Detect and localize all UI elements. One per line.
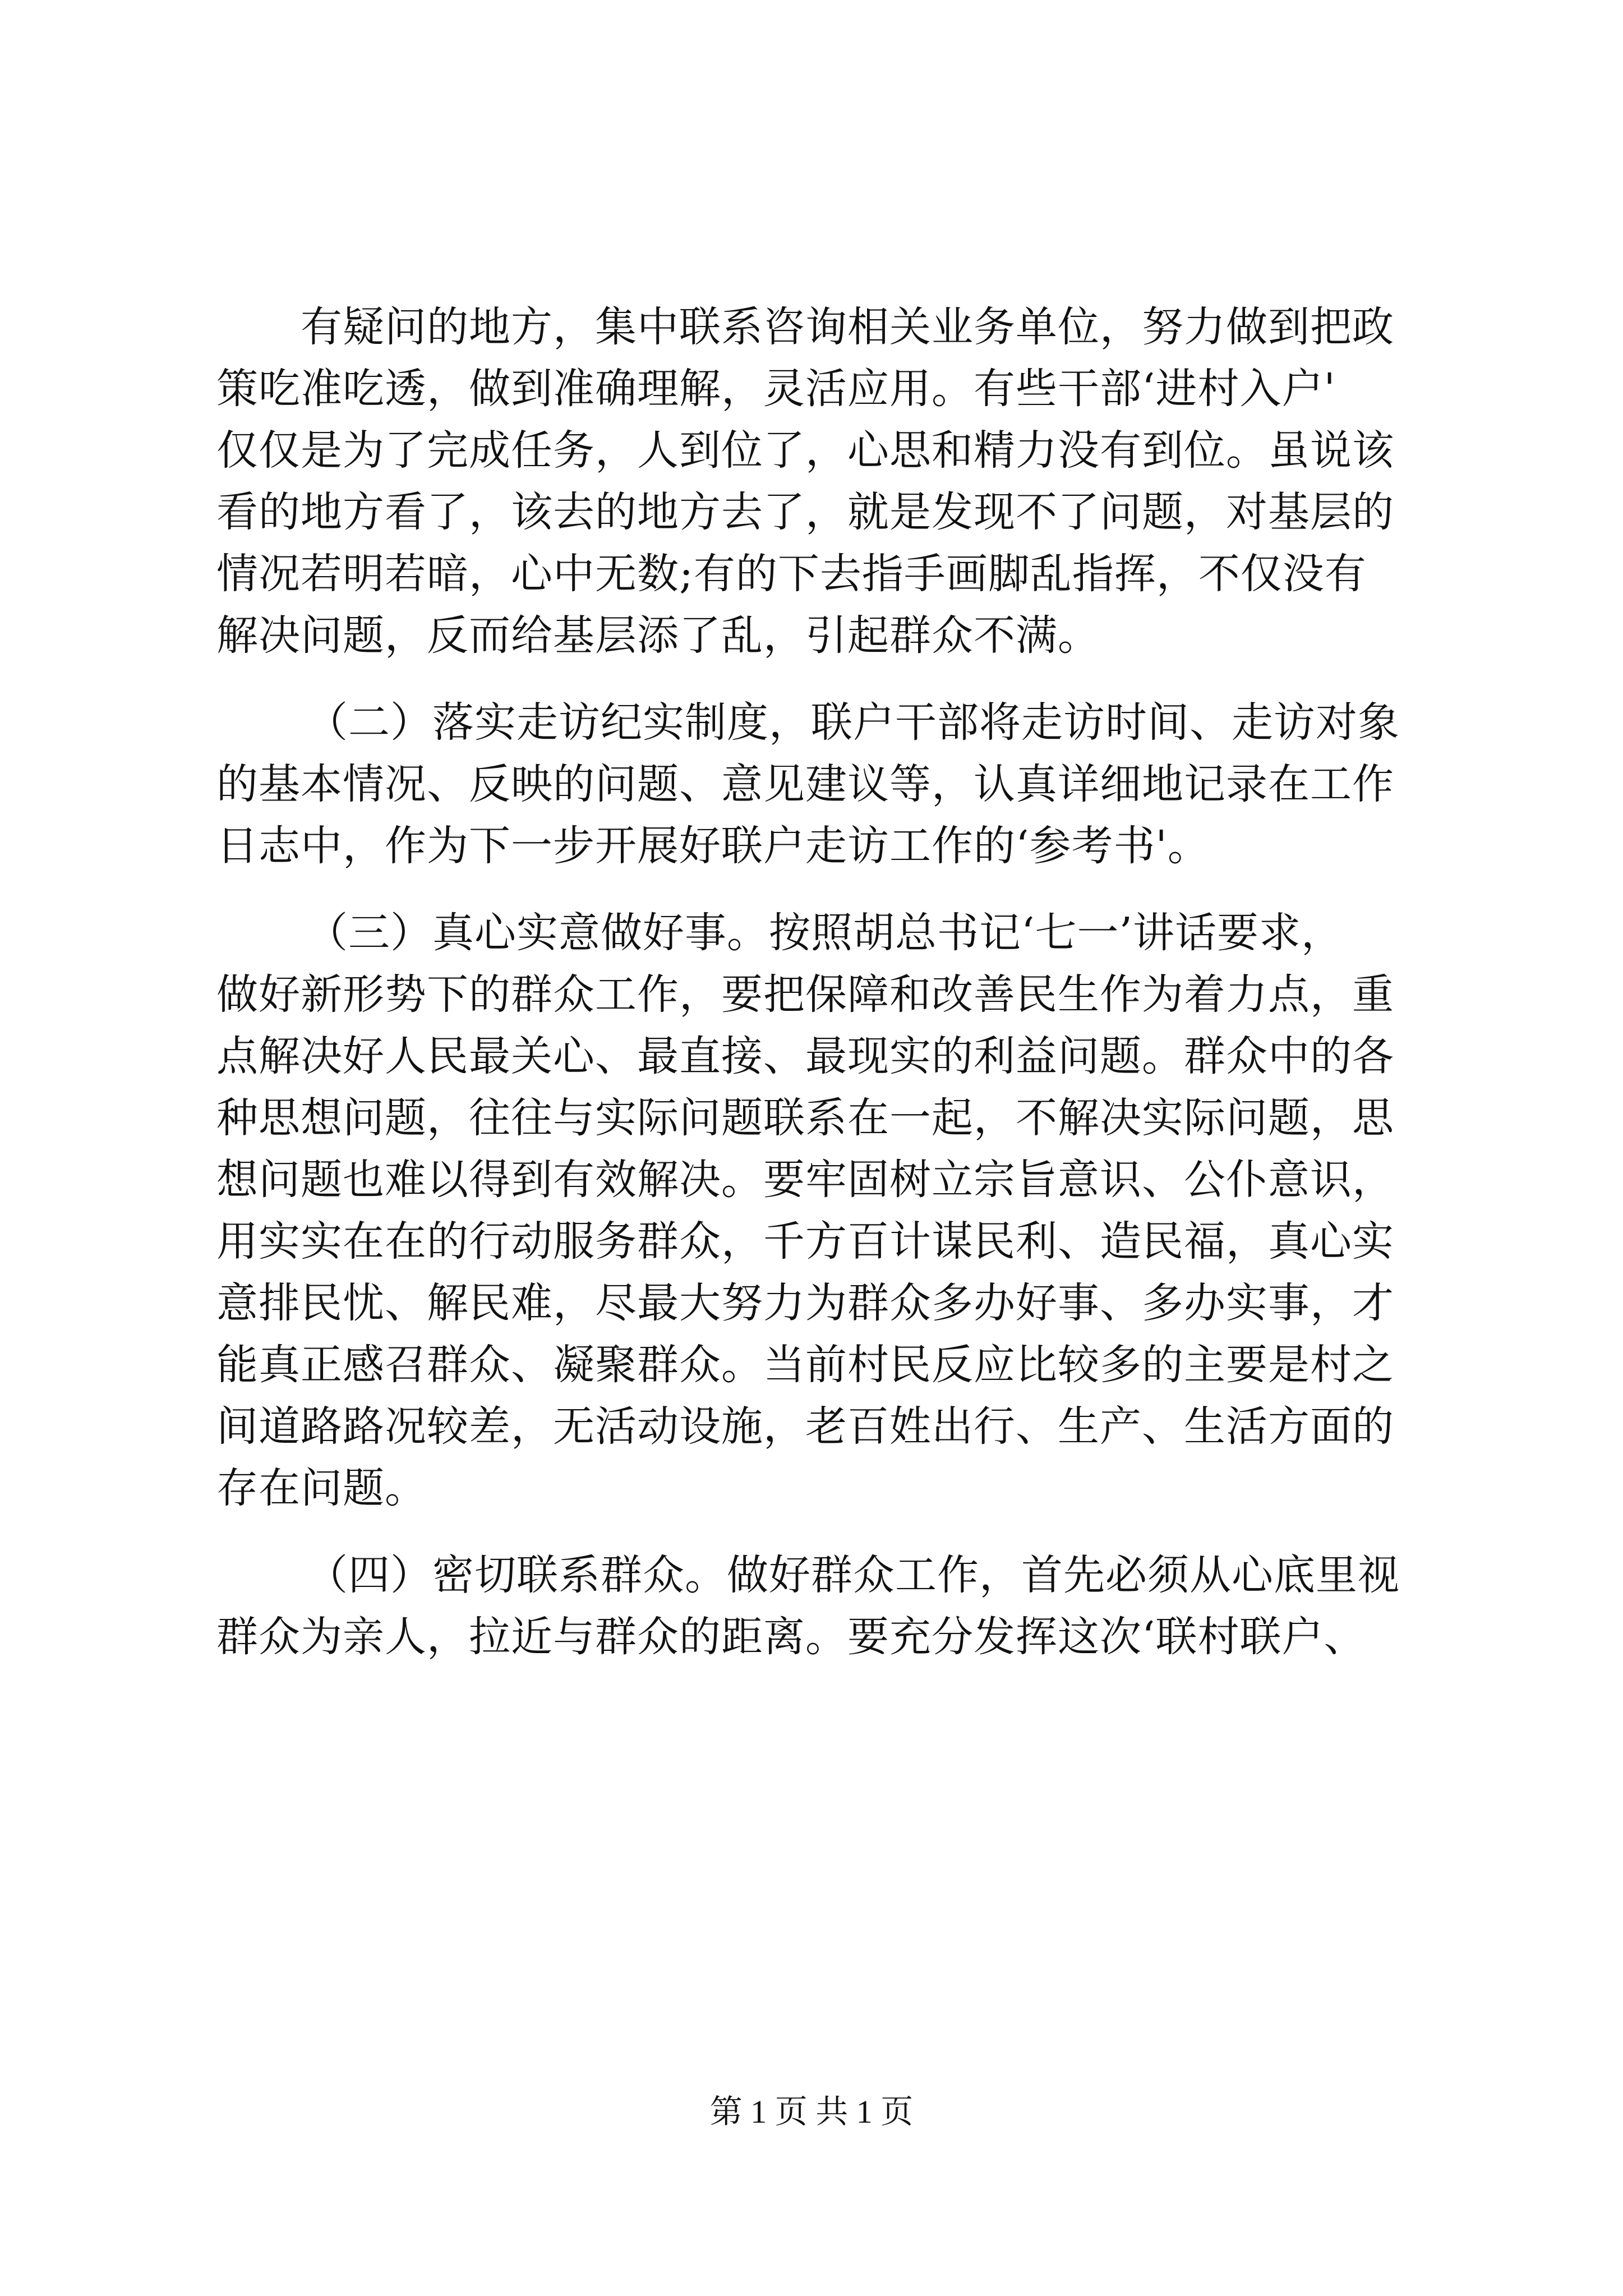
- text-line: （三）真心实意做好事。按照胡总书记‘七一’讲话要求，: [306, 909, 1344, 957]
- text-line: 群众为亲人，拉近与群众的距离。要充分发挥这次‘联村联户、: [216, 1613, 1366, 1661]
- text-line: 做好新形势下的群众工作，要把保障和改善民生作为着力点，重: [216, 970, 1394, 1019]
- text-line: 仅仅是为了完成任务，人到位了，心思和精力没有到位。虽说该: [216, 426, 1394, 475]
- text-line: 存在问题。: [216, 1464, 427, 1512]
- text-line: （四）密切联系群众。做好群众工作，首先必须从心底里视: [306, 1551, 1400, 1599]
- text-line: （二）落实走访纪实制度，联户干部将走访时间、走访对象: [306, 698, 1400, 747]
- text-line: 情况若明若暗，心中无数;有的下去指手画脚乱指挥，不仅没有: [216, 550, 1367, 598]
- page-footer: 第 1 页 共 1 页: [709, 2093, 914, 2130]
- text-line: 用实实在在的行动服务群众，千方百计谋民利、造民福，真心实: [216, 1217, 1394, 1266]
- text-line: 间道路路况较差，无活动设施，老百姓出行、生产、生活方面的: [216, 1402, 1394, 1451]
- text-line: 点解决好人民最关心、最直接、最现实的利益问题。群众中的各: [216, 1032, 1394, 1080]
- text-line: 意排民忧、解民难，尽最大努力为群众多办好事、多办实事，才: [216, 1279, 1394, 1327]
- text-line: 解决问题，反而给基层添了乱，引起群众不满。: [216, 611, 1100, 660]
- text-line: 想问题也难以得到有效解决。要牢固树立宗旨意识、公仆意识，: [216, 1156, 1394, 1204]
- text-line: 有疑问的地方，集中联系咨询相关业务单位，努力做到把政: [301, 303, 1394, 351]
- text-line: 看的地方看了，该去的地方去了，就是发现不了问题，对基层的: [216, 488, 1394, 536]
- text-line: 种思想问题，往往与实际问题联系在一起，不解决实际问题，思: [216, 1094, 1394, 1142]
- text-line: 的基本情况、反映的问题、意见建议等，认真详细地记录在工作: [216, 760, 1394, 808]
- text-line: 能真正感召群众、凝聚群众。当前村民反应比较多的主要是村之: [216, 1341, 1394, 1389]
- text-line: 日志中，作为下一步开展好联户走访工作的‘参考书'。: [216, 822, 1210, 870]
- text-line: 策吃准吃透，做到准确理解，灵活应用。有些干部‘进村入户': [216, 365, 1336, 413]
